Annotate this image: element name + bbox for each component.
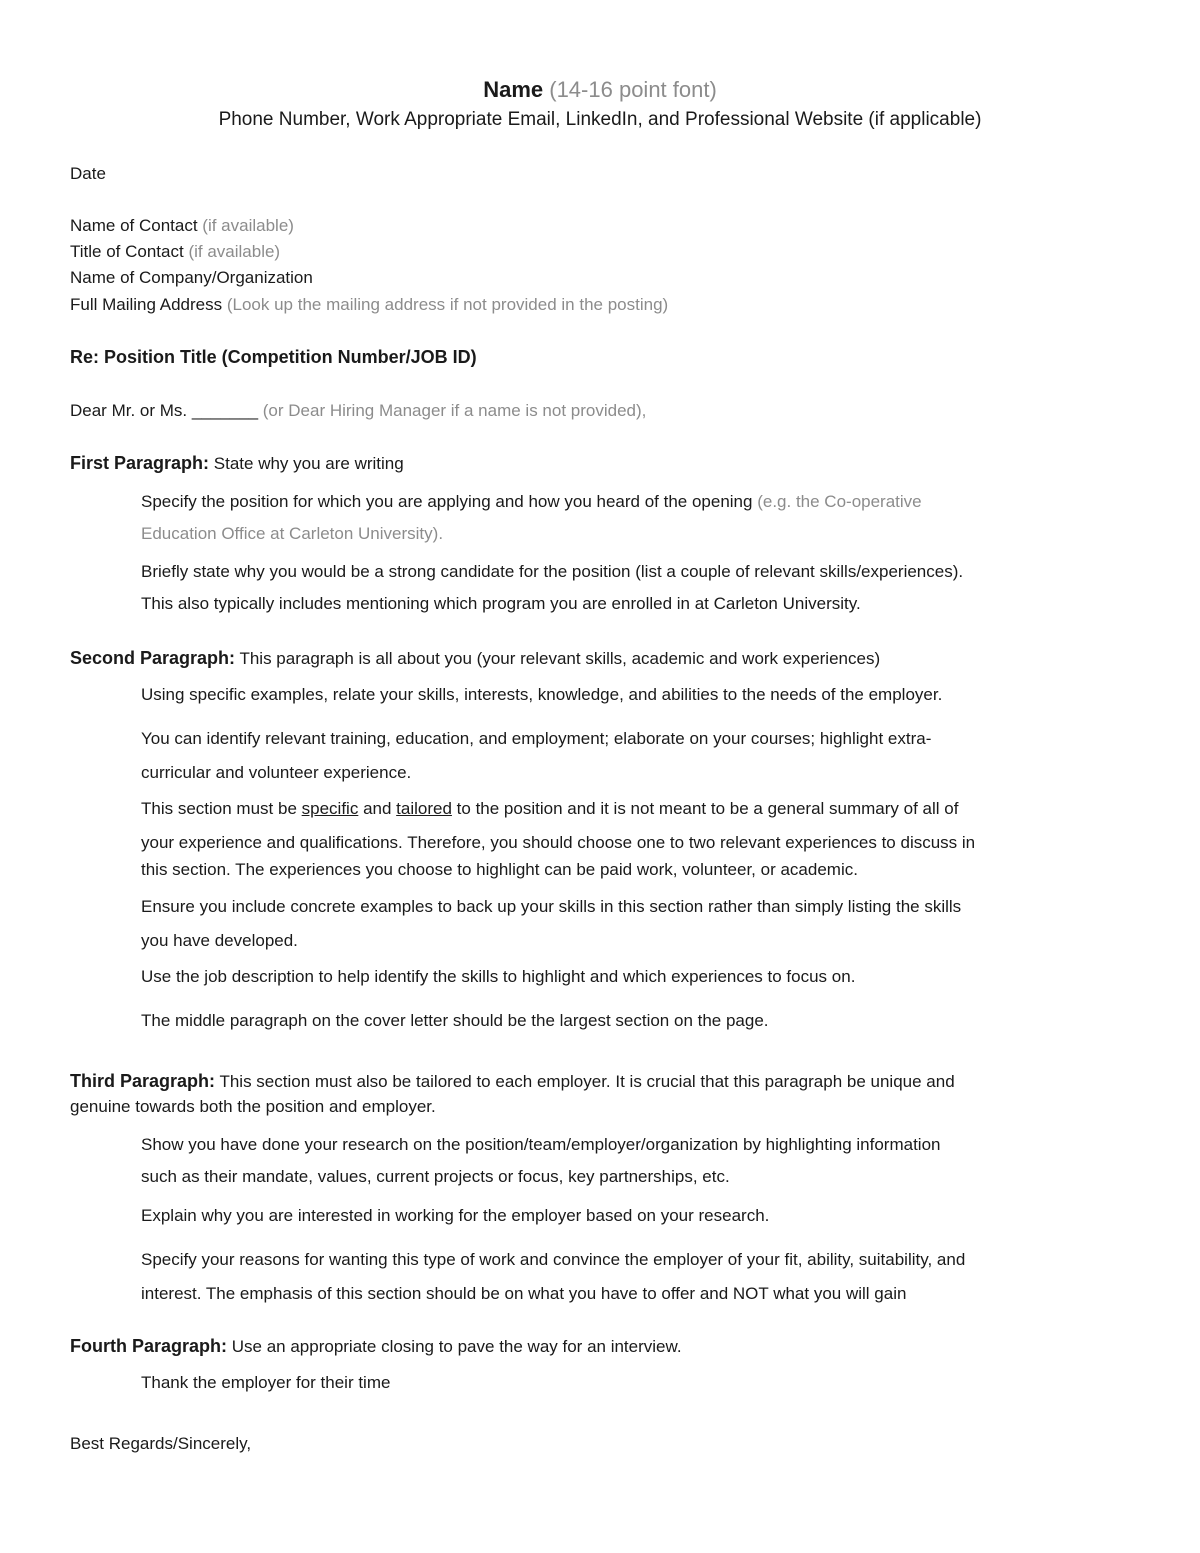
second-p3-line2: your experience and qualifications. Therefore, you should choose one to two relevant experiences to discuss in — [141, 833, 976, 852]
date-line: Date — [70, 164, 106, 183]
first-paragraph-heading: First Paragraph: — [70, 453, 210, 473]
closing-line: Best Regards/Sincerely, — [70, 1434, 252, 1453]
second-p2-line1: You can identify relevant training, education, and employment; elaborate on your courses; highlight extra- — [141, 729, 932, 748]
second-p3-text-a: This section must be — [141, 799, 297, 818]
third-p3-line2: interest. The emphasis of this section should be on what you have to offer and NOT what you will gain — [141, 1284, 907, 1303]
second-p3-line3: this section. The experiences you choose to highlight can be paid work, volunteer, or academic. — [141, 860, 858, 879]
first-p1-line1 — [141, 491, 922, 513]
contact-title: Title of Contact — [70, 242, 184, 261]
contact-line: Phone Number, Work Appropriate Email, LinkedIn, and Professional Website (if applicable) — [218, 109, 982, 130]
contact-title-note: (if available) — [188, 242, 281, 261]
third-p1-line1: Show you have done your research on the position/team/employer/organization by highlighting information — [141, 1135, 941, 1154]
salutation-line — [70, 400, 646, 422]
third-intro-line2: genuine towards both the position and employer. — [70, 1097, 436, 1116]
third-paragraph-intro: This section must also be tailored to each employer. It is crucial that this paragraph be unique and — [219, 1072, 955, 1091]
salutation-note: (or Dear Hiring Manager if a name is not provided), — [262, 401, 647, 420]
re-line: Re: Position Title (Competition Number/JOB ID) — [70, 347, 477, 367]
address-line — [70, 294, 668, 316]
address-note: (Look up the mailing address if not provided in the posting) — [226, 295, 669, 314]
second-paragraph-heading-line — [70, 647, 880, 670]
third-p2: Explain why you are interested in working for the employer based on your research. — [141, 1206, 770, 1225]
second-p3-and: and — [363, 799, 392, 818]
name-font-note: (14-16 point font) — [549, 77, 717, 102]
second-paragraph-intro: This paragraph is all about you (your relevant skills, academic and work experiences) — [239, 649, 881, 668]
second-p4-line1: Ensure you include concrete examples to back up your skills in this section rather than simply listing the skills — [141, 897, 962, 916]
salutation: Dear Mr. or Ms. _______ — [70, 401, 259, 420]
second-p5: Use the job description to help identify the skills to highlight and which experiences to focus on. — [141, 967, 856, 986]
fourth-paragraph-intro: Use an appropriate closing to pave the way for an interview. — [231, 1337, 682, 1356]
first-p2-line2: This also typically includes mentioning which program you are enrolled in at Carleton University. — [141, 594, 861, 613]
contact-name-note: (if available) — [202, 216, 294, 235]
second-p2-line2: curricular and volunteer experience. — [141, 763, 412, 782]
second-p3-text-b: to the position and it is not meant to be a general summary of all of — [456, 799, 959, 818]
contact-title-line — [70, 241, 280, 263]
second-paragraph-heading: Second Paragraph: — [70, 648, 236, 668]
second-p6: The middle paragraph on the cover letter should be the largest section on the page. — [141, 1011, 769, 1030]
first-p2-line1: Briefly state why you would be a strong candidate for the position (list a couple of relevant skills/experiences). — [141, 562, 964, 581]
second-p3-line1 — [141, 798, 958, 820]
first-paragraph-intro: State why you are writing — [213, 454, 404, 473]
contact-name-line — [70, 215, 294, 237]
first-p1-text: Specify the position for which you are applying and how you heard of the opening — [141, 492, 753, 511]
company-line: Name of Company/Organization — [70, 268, 313, 287]
third-paragraph-heading-line — [70, 1070, 955, 1093]
document-title — [0, 76, 1200, 104]
specific-underlined: specific — [301, 799, 359, 818]
third-paragraph-heading: Third Paragraph: — [70, 1071, 216, 1091]
third-p3-line1: Specify your reasons for wanting this type of work and convince the employer of your fit, ability, suitability, and — [141, 1250, 966, 1269]
fourth-paragraph-heading-line — [70, 1335, 682, 1358]
second-p4-line2: you have developed. — [141, 931, 298, 950]
third-p1-line2: such as their mandate, values, current projects or focus, key partnerships, etc. — [141, 1167, 730, 1186]
first-paragraph-heading-line — [70, 452, 404, 475]
address: Full Mailing Address — [70, 295, 223, 314]
fourth-p1: Thank the employer for their time — [141, 1373, 391, 1392]
first-p1-line2: Education Office at Carleton University). — [141, 524, 444, 543]
second-p1: Using specific examples, relate your skills, interests, knowledge, and abilities to the needs of the employer. — [141, 685, 943, 704]
name-placeholder: Name — [483, 77, 544, 102]
tailored-underlined: tailored — [396, 799, 452, 818]
first-p1-note: (e.g. the Co-operative — [757, 492, 922, 511]
fourth-paragraph-heading: Fourth Paragraph: — [70, 1336, 228, 1356]
contact-name: Name of Contact — [70, 216, 198, 235]
